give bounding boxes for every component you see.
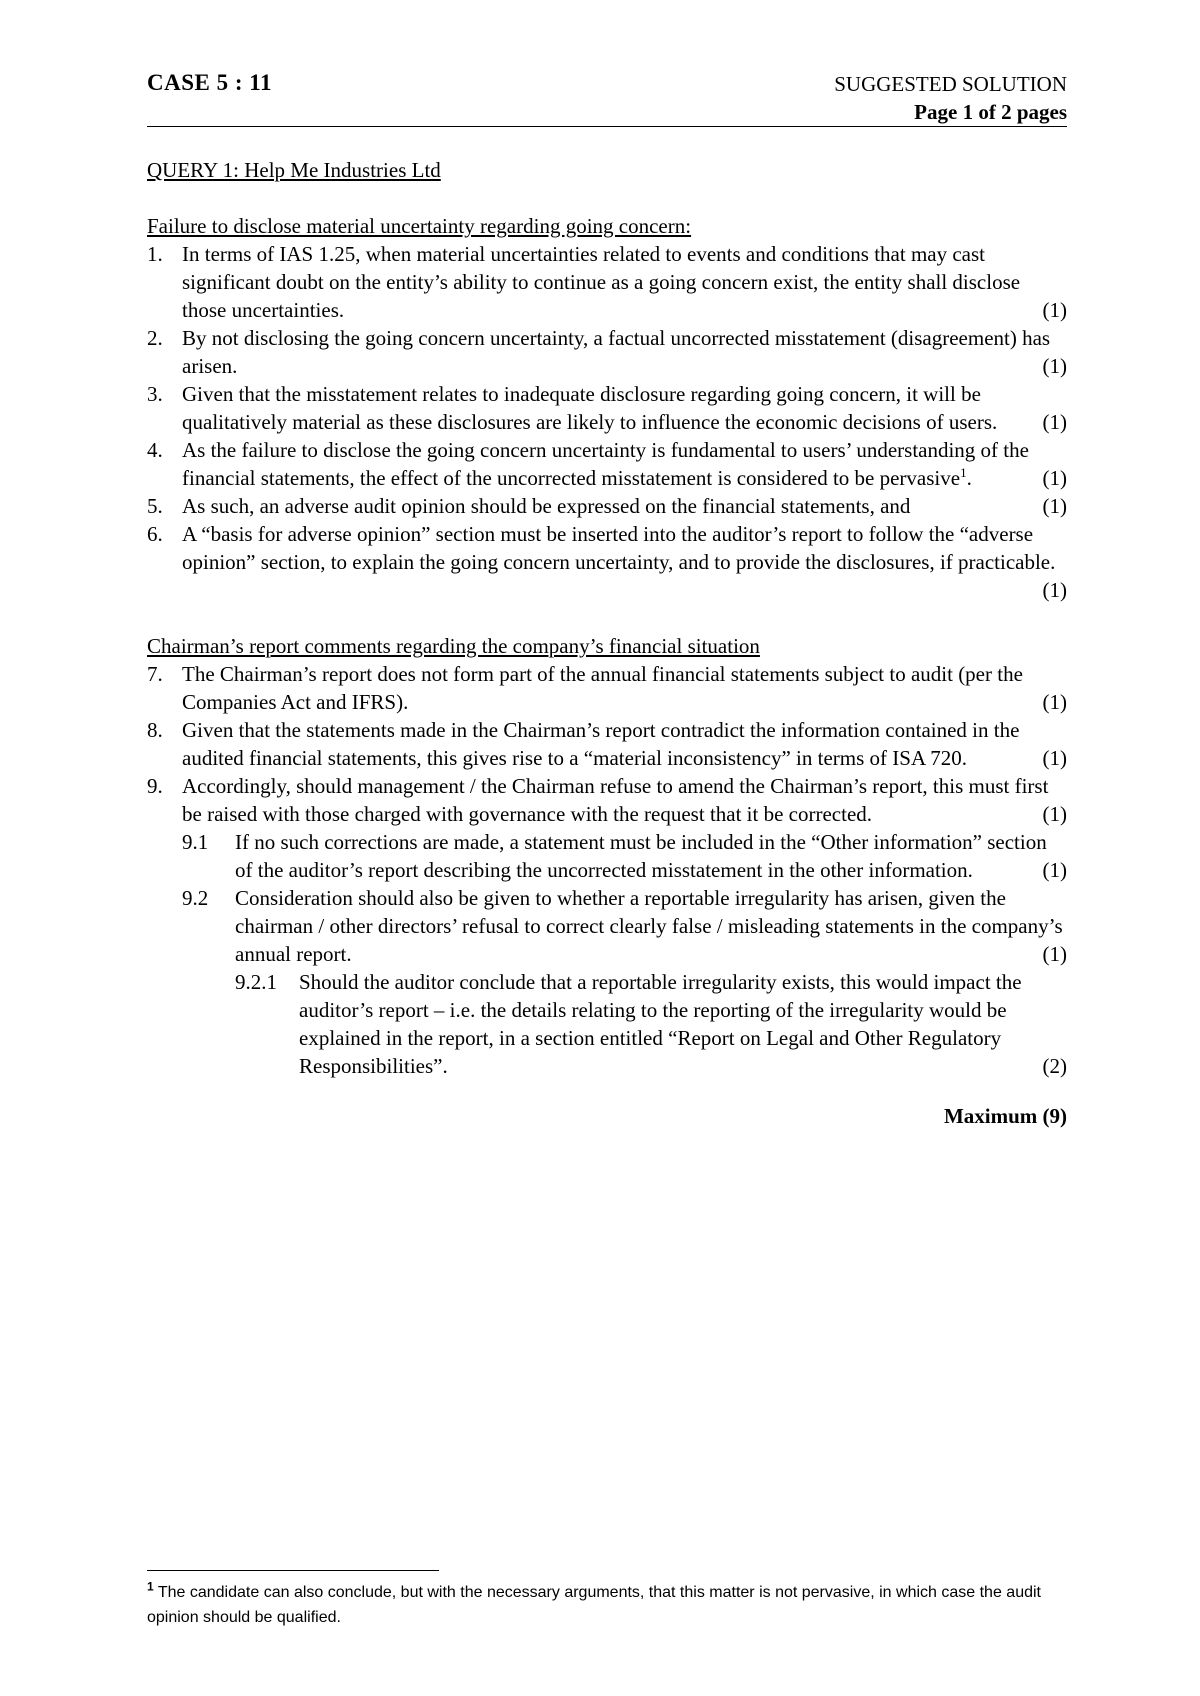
case-number: CASE 5 : 11 — [147, 70, 272, 95]
query-title: QUERY 1: Help Me Industries Ltd — [147, 158, 441, 182]
item-number: 9. — [147, 774, 163, 798]
list-item — [147, 660, 1067, 716]
mark-allocation: (1) — [1042, 802, 1067, 826]
item-text: By not disclosing the going concern uncertainty, a factual uncorrected misstatement (disagreement) has arisen. (1) — [182, 326, 1067, 378]
list-item — [147, 520, 1067, 604]
section-heading-going-concern: Failure to disclose material uncertainty regarding going concern: — [147, 214, 692, 238]
list-item — [147, 324, 1067, 380]
mark-allocation: (1) — [1042, 942, 1067, 966]
mark-allocation: (1) — [1042, 858, 1067, 882]
item-number: 8. — [147, 718, 163, 742]
list-item — [147, 380, 1067, 436]
mark-allocation: (1) — [1042, 466, 1067, 490]
section-heading-chairmans-report: Chairman’s report comments regarding the company’s financial situation — [147, 634, 760, 658]
item-number: 9.1 — [182, 830, 209, 854]
item-text: As the failure to disclose the going concern uncertainty is fundamental to users’ understanding of the financial statements, the effect of the uncorrected misstatement is considered to be pervasive$^1$. (1) — [182, 438, 1067, 490]
item-number: 9.2 — [182, 886, 209, 910]
footnote — [147, 1580, 1067, 1630]
sub-list-item — [147, 828, 1067, 884]
footnote-number: 1 — [147, 1579, 154, 1594]
page-indicator: Page 1 of 2 pages — [914, 100, 1067, 124]
solution-title: SUGGESTED SOLUTION — [834, 72, 1067, 96]
sub-list-item — [147, 884, 1067, 968]
item-text: A “basis for adverse opinion” section must be inserted into the auditor’s report to follow the “adverse opinion” section, to explain the going concern uncertainty, and to provide the disclosures, if practicable. (1) — [182, 522, 1067, 602]
mark-allocation: (1) — [1042, 354, 1067, 378]
list-item — [147, 716, 1067, 772]
list-item — [147, 436, 1067, 492]
spacer — [147, 604, 1067, 632]
footnote-divider — [147, 1570, 439, 1571]
item-text: Consideration should also be given to whether a reportable irregularity has arisen, given the chairman / other directors’ refusal to correct clearly false / misleading statements in the company’s annual report. (1) — [235, 886, 1067, 966]
mark-allocation: (1) — [1042, 298, 1067, 322]
list-item — [147, 492, 1067, 520]
item-number: 4. — [147, 438, 163, 462]
item-text: Given that the statements made in the Chairman’s report contradict the information contained in the audited financial statements, this gives rise to a “material inconsistency” in terms of ISA 720. (1) — [182, 718, 1067, 770]
item-number: 9.2.1 — [235, 970, 277, 994]
item-number: 3. — [147, 382, 163, 406]
header-divider — [147, 126, 1067, 127]
footnote-reference: 1 — [960, 465, 967, 480]
item-text: Given that the misstatement relates to inadequate disclosure regarding going concern, it will be qualitatively material as these disclosures are likely to influence the economic decisions of users. (1) — [182, 382, 1067, 434]
list-item — [147, 240, 1067, 324]
item-text: The Chairman’s report does not form part of the annual financial statements subject to audit (per the Companies Act and IFRS). (1) — [182, 662, 1067, 714]
item-number: 5. — [147, 494, 163, 518]
item-number: 1. — [147, 242, 163, 266]
header-right — [834, 70, 1067, 126]
item-text: Accordingly, should management / the Chairman refuse to amend the Chairman’s report, this must first be raised with those charged with governance with the request that it be corrected. (1) — [182, 774, 1067, 826]
list-item — [147, 772, 1067, 828]
spacer — [147, 184, 1067, 212]
mark-allocation: (1) — [1042, 494, 1067, 518]
mark-allocation: (1) — [1042, 690, 1067, 714]
item-number: 6. — [147, 522, 163, 546]
item-text: Should the auditor conclude that a reportable irregularity exists, this would impact the auditor’s report – i.e. the details relating to the reporting of the irregularity would be explained in the report, in a section entitled “Report on Legal and Other Regulatory Responsibilities”. (2) — [299, 970, 1067, 1078]
maximum-marks: Maximum (9) — [943, 1104, 1067, 1128]
item-text: As such, an adverse audit opinion should be expressed on the financial statements, and (1) — [182, 494, 1067, 518]
item-text: In terms of IAS 1.25, when material uncertainties related to events and conditions that may cast significant doubt on the entity’s ability to continue as a going concern exist, the entity shall disclose those uncertainties. (1) — [182, 242, 1067, 322]
sub-sub-list-item — [147, 968, 1067, 1080]
footnote-text: The candidate can also conclude, but with the necessary arguments, that this matter is not pervasive, in which case the audit opinion should be qualified. — [147, 1584, 1041, 1626]
item-number: 7. — [147, 662, 163, 686]
document-body — [147, 156, 1067, 1130]
mark-allocation: (1) — [1042, 410, 1067, 434]
mark-allocation: (2) — [1042, 1054, 1067, 1078]
item-text: If no such corrections are made, a statement must be included in the “Other information” section of the auditor’s report describing the uncorrected misstatement in the other information. (1) — [235, 830, 1067, 882]
item-number: 2. — [147, 326, 163, 350]
mark-allocation: (1) — [1042, 578, 1067, 602]
mark-allocation: (1) — [1042, 746, 1067, 770]
